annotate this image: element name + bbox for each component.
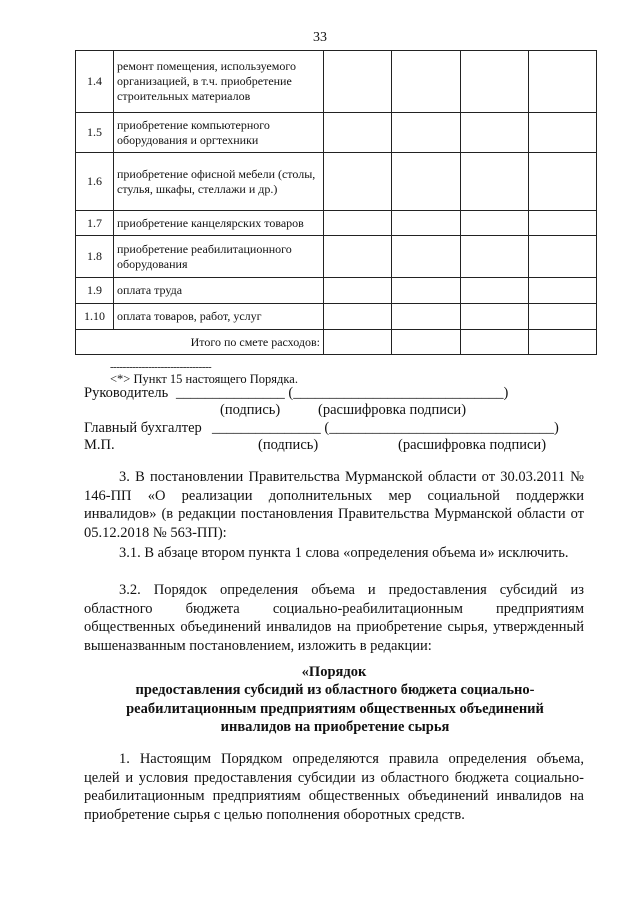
- seal-label: М.П.: [84, 437, 115, 453]
- value-cell: [461, 51, 529, 113]
- value-cell: [461, 153, 529, 211]
- head-signature-label: Руководитель: [84, 385, 169, 401]
- row-name: приобретение компьютерного оборудования и оргтехники: [114, 113, 324, 153]
- row-name: оплата труда: [114, 278, 324, 304]
- head-signature-line: _______________ (_____________________________): [176, 385, 509, 401]
- value-cell: [392, 51, 461, 113]
- head-signature-caption: (подпись): [220, 402, 281, 418]
- accountant-signature-label: Главный бухгалтер: [84, 420, 202, 436]
- value-cell: [392, 211, 461, 236]
- value-cell: [529, 211, 597, 236]
- row-number: 1.8: [76, 236, 114, 278]
- value-cell: [461, 330, 529, 355]
- value-cell: [461, 236, 529, 278]
- table-row: [76, 236, 597, 278]
- row-number: 1.10: [76, 304, 114, 330]
- value-cell: [529, 113, 597, 153]
- value-cell: [529, 278, 597, 304]
- value-cell: [324, 304, 392, 330]
- value-cell: [392, 113, 461, 153]
- table-row: [76, 211, 597, 236]
- value-cell: [392, 304, 461, 330]
- table-row: [76, 278, 597, 304]
- value-cell: [529, 153, 597, 211]
- value-cell: [324, 278, 392, 304]
- accountant-signature-caption: (подпись): [258, 437, 319, 453]
- row-name: приобретение офисной мебели (столы, стулья, шкафы, стеллажи и др.): [114, 153, 324, 211]
- value-cell: [324, 236, 392, 278]
- head-decode-caption: (расшифровка подписи): [318, 402, 467, 418]
- value-cell: [529, 304, 597, 330]
- table-row: [76, 51, 597, 113]
- accountant-decode-caption: (расшифровка подписи): [398, 437, 547, 453]
- row-name: приобретение реабилитационного оборудования: [114, 236, 324, 278]
- row-name: оплата товаров, работ, услуг: [114, 304, 324, 330]
- table-total-row: [76, 330, 597, 355]
- table-row: [76, 304, 597, 330]
- row-name: ремонт помещения, используемого организацией, в т.ч. приобретение строительных материалов: [114, 51, 324, 113]
- order-heading-title: «Порядок: [301, 664, 367, 680]
- table-row: [76, 153, 597, 211]
- value-cell: [461, 113, 529, 153]
- expense-table: [75, 50, 597, 355]
- value-cell: [392, 330, 461, 355]
- row-number: 1.7: [76, 211, 114, 236]
- value-cell: [529, 330, 597, 355]
- paragraph-3: 3. В постановлении Правительства Мурманской области от 30.03.2011 № 146-ПП «О реализации дополнительных мер социальной поддержки инвалидов» (в редакции постановления Правительства Мурманской области от 05.12.2018 № 563-ПП):: [84, 469, 584, 541]
- value-cell: [324, 211, 392, 236]
- value-cell: [461, 278, 529, 304]
- row-name: приобретение канцелярских товаров: [114, 211, 324, 236]
- footnote-rule: --------------------------------: [110, 361, 212, 373]
- value-cell: [529, 51, 597, 113]
- accountant-signature-line: _______________ (_______________________________): [212, 420, 559, 436]
- footnote: <*> Пункт 15 настоящего Порядка.: [110, 372, 298, 386]
- order-heading-subtitle: предоставления субсидий из областного бюджета социально-реабилитационным предприятиям общественных объединений инвалидов на приобретение сырья: [126, 682, 544, 735]
- value-cell: [461, 211, 529, 236]
- value-cell: [529, 236, 597, 278]
- table-row: [76, 113, 597, 153]
- value-cell: [324, 330, 392, 355]
- row-number: 1.5: [76, 113, 114, 153]
- value-cell: [324, 153, 392, 211]
- total-label: Итого по смете расходов:: [76, 330, 324, 355]
- value-cell: [461, 304, 529, 330]
- value-cell: [392, 236, 461, 278]
- paragraph-3-2: 3.2. Порядок определения объема и предоставления субсидий из областного бюджета социально-реабилитационным предприятиям общественных объединений инвалидов на приобретение сырья, утвержденный вышеназванным постановлением, изложить в редакции:: [84, 582, 584, 654]
- value-cell: [392, 153, 461, 211]
- row-number: 1.6: [76, 153, 114, 211]
- value-cell: [324, 51, 392, 113]
- row-number: 1.9: [76, 278, 114, 304]
- value-cell: [324, 113, 392, 153]
- order-paragraph-1: 1. Настоящим Порядком определяются правила определения объема, целей и условия предоставления субсидии из областного бюджета социально-реабилитационным предприятиям общественных объединений инвалидов на приобретение сырья с целью пополнения оборотных средств.: [84, 751, 584, 823]
- row-number: 1.4: [76, 51, 114, 113]
- value-cell: [392, 278, 461, 304]
- page-number: 33: [313, 30, 327, 45]
- paragraph-3-1: 3.1. В абзаце втором пункта 1 слова «определения объема и» исключить.: [119, 545, 569, 561]
